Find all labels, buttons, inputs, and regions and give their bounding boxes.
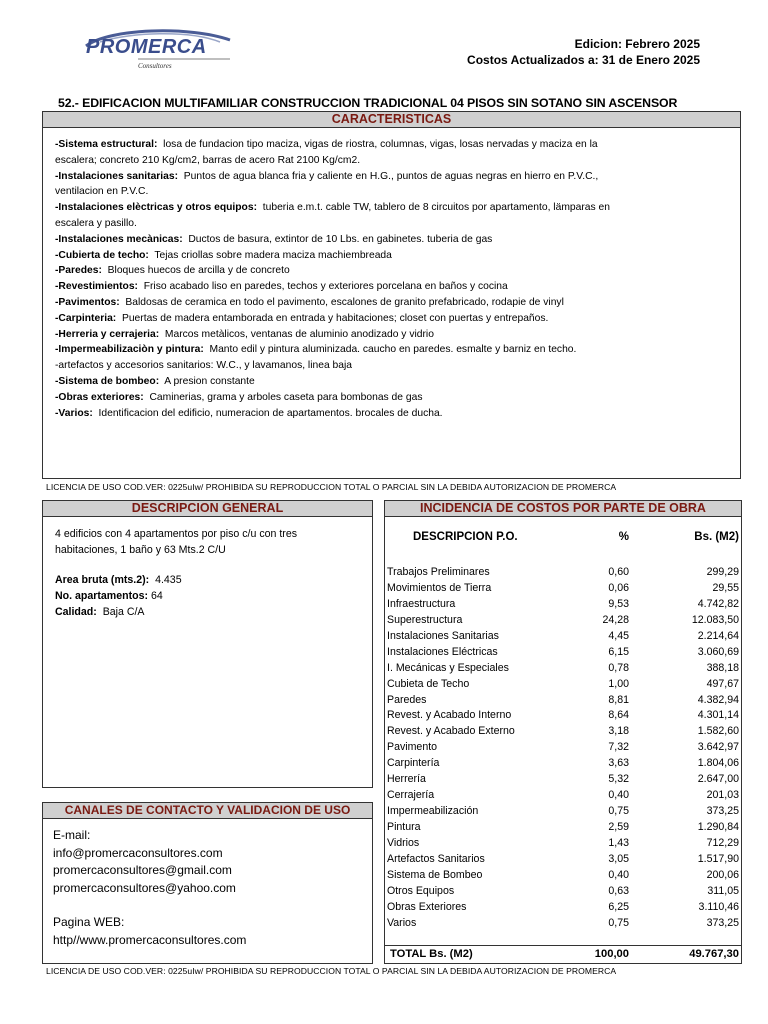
table-row	[385, 788, 741, 804]
table-row	[385, 740, 741, 756]
row-percent: 24,28	[602, 613, 629, 626]
cost-incidence-heading: INCIDENCIA DE COSTOS POR PARTE DE OBRA	[385, 501, 741, 517]
total-bs: 49.767,30	[689, 948, 739, 960]
row-percent: 1,43	[608, 836, 629, 849]
characteristic-text: tuberia e.m.t. cable TW, tablero de 8 circuitos por apartamento, lämparas en	[262, 202, 610, 214]
characteristic-line	[55, 153, 740, 169]
row-description: Trabajos Preliminares	[387, 566, 490, 578]
row-description: I. Mecánicas y Especiales	[387, 661, 509, 674]
row-description: Movimientos de Tierra	[387, 581, 492, 594]
page-title: 52.- EDIFICACION MULTIFAMILIAR CONSTRUCCION TRADICIONAL 04 PISOS SIN SOTANO SIN ASCENSOR	[58, 96, 678, 110]
total-percent: 100,00	[594, 948, 629, 960]
characteristic-line	[55, 358, 740, 374]
row-percent: 7,32	[608, 741, 629, 754]
characteristic-text: Identificacion del edificio, numeracion de apartamentos. brocales de ducha.	[98, 407, 443, 419]
row-description: Impermeabilización	[387, 805, 479, 818]
row-percent: 0,60	[608, 566, 629, 578]
characteristic-line	[55, 169, 740, 185]
table-row	[385, 613, 741, 629]
characteristic-text: Tejas criollas sobre madera maciza machiembreada	[154, 249, 392, 261]
characteristic-text: Ductos de basura, extintor de 10 Lbs. en gabinetes. tuberia de gas	[188, 233, 493, 245]
row-bs-value: 3.642,97	[697, 741, 739, 754]
row-bs-value: 1.517,90	[697, 852, 739, 865]
table-row	[385, 645, 741, 661]
characteristic-label: -Instalaciones elèctricas y otros equipos:	[55, 202, 258, 214]
logo-text: PROMERCA	[86, 36, 207, 58]
characteristic-label: -Obras exteriores:	[55, 391, 144, 403]
promerca-logo	[80, 26, 240, 74]
row-description: Obras Exteriores	[387, 900, 467, 913]
table-row	[385, 661, 741, 677]
characteristic-line	[55, 184, 740, 200]
row-percent: 0,06	[608, 581, 629, 594]
row-bs-value: 4.301,14	[697, 709, 739, 722]
quality	[55, 604, 372, 620]
row-percent: 0,78	[608, 661, 629, 674]
table-row	[385, 900, 741, 916]
characteristic-label: -Paredes:	[55, 265, 102, 277]
row-percent: 0,63	[608, 884, 629, 897]
row-bs-value: 200,06	[706, 868, 739, 881]
characteristic-label: -Instalaciones mecànicas:	[55, 233, 183, 245]
general-description-heading: DESCRIPCION GENERAL	[43, 501, 372, 517]
row-bs-value: 12.083,50	[691, 613, 739, 626]
characteristic-label: -Carpinteria:	[55, 312, 117, 324]
row-description: Vidrios	[387, 836, 420, 849]
row-bs-value: 388,18	[706, 661, 739, 674]
table-row	[385, 581, 741, 597]
table-row	[385, 916, 741, 932]
row-bs-value: 2.214,64	[697, 629, 739, 642]
characteristic-text: A presion constante	[164, 375, 255, 387]
characteristic-label: -Sistema de bombeo:	[55, 375, 160, 387]
table-row	[385, 868, 741, 884]
row-bs-value: 1.582,60	[697, 725, 739, 738]
row-description: Paredes	[387, 693, 427, 706]
characteristic-text: Marcos metàlicos, ventanas de aluminio anodizado y vidrio	[164, 328, 434, 340]
row-bs-value: 29,55	[712, 581, 739, 594]
row-percent: 8,81	[608, 693, 629, 706]
characteristic-line	[55, 232, 740, 248]
characteristic-line	[55, 295, 740, 311]
logo-subtitle: Consultores	[138, 62, 172, 70]
row-bs-value: 201,03	[706, 789, 739, 802]
table-row	[385, 756, 741, 772]
characteristic-text: Puntos de agua blanca fria y caliente en H.G., puntos de aguas negras en hierro en P.V.C.,	[183, 170, 599, 182]
quality-label: Calidad:	[55, 606, 97, 618]
characteristic-line	[55, 216, 740, 232]
apartments-label: No. apartamentos:	[55, 590, 149, 602]
email-link[interactable]: promercaconsultores@gmail.com	[53, 863, 232, 877]
row-bs-value: 712,29	[706, 836, 739, 849]
characteristic-line	[55, 279, 740, 295]
row-percent: 5,32	[608, 773, 629, 786]
total-row	[385, 945, 741, 963]
email-label: E-mail:	[53, 828, 91, 842]
row-bs-value: 373,25	[706, 916, 739, 929]
cost-table-body	[385, 565, 741, 932]
characteristic-label: -Impermeabilizaciòn y pintura:	[55, 344, 204, 356]
row-description: Sistema de Bombeo	[387, 868, 483, 881]
characteristic-label: -Instalaciones sanitarias:	[55, 170, 179, 182]
row-percent: 9,53	[608, 597, 629, 610]
row-bs-value: 4.382,94	[697, 693, 739, 706]
row-description: Varios	[387, 916, 417, 929]
characteristic-text: Bloques huecos de arcilla y de concreto	[107, 265, 290, 277]
characteristic-line	[55, 327, 740, 343]
row-description: Pintura	[387, 821, 421, 833]
table-row	[385, 708, 741, 724]
row-description: Otros Equipos	[387, 884, 455, 897]
costs-updated-date: Costos Actualizados a: 31 de Enero 2025	[467, 53, 700, 67]
row-bs-value: 1.804,06	[697, 757, 739, 770]
row-percent: 2,59	[608, 821, 629, 833]
license-notice-footer: LICENCIA DE USO COD.VER: 0225uIw/ PROHIBIDA SU REPRODUCCION TOTAL O PARCIAL SIN LA DEBIDA AUTORIZACION DE PROMERCA	[46, 966, 617, 976]
table-row	[385, 629, 741, 645]
characteristic-line	[55, 342, 740, 358]
row-percent: 0,75	[608, 916, 629, 929]
row-percent: 0,40	[608, 789, 629, 802]
table-row	[385, 597, 741, 613]
table-row	[385, 804, 741, 820]
row-percent: 4,45	[608, 629, 629, 642]
characteristic-line	[55, 311, 740, 327]
description-line: habitaciones, 1 baño y 63 Mts.2 C/U	[55, 544, 226, 556]
characteristic-line	[55, 137, 740, 153]
characteristic-label: -Herreria y cerrajeria:	[55, 328, 160, 340]
column-header-description: DESCRIPCION P.O.	[413, 531, 518, 543]
characteristic-text: escalera; concreto 210 Kg/cm2, barras de acero Rat 2100 Kg/cm2.	[55, 154, 361, 166]
characteristic-text: Friso acabado liso en paredes, techos y exteriores porcelana en baños y cocina	[143, 281, 508, 293]
table-header	[385, 531, 741, 547]
row-description: Artefactos Sanitarios	[387, 852, 485, 865]
table-row	[385, 565, 741, 581]
characteristic-line	[55, 263, 740, 279]
row-percent: 6,25	[608, 900, 629, 913]
table-row	[385, 820, 741, 836]
row-bs-value: 373,25	[706, 805, 739, 818]
characteristic-label: -Pavimentos:	[55, 296, 120, 308]
row-percent: 0,40	[608, 868, 629, 881]
row-bs-value: 3.110,46	[698, 900, 739, 913]
row-description: Superestructura	[387, 613, 463, 626]
contact-body	[43, 819, 372, 949]
license-notice: LICENCIA DE USO COD.VER: 0225uIw/ PROHIBIDA SU REPRODUCCION TOTAL O PARCIAL SIN LA DEBIDA AUTORIZACION DE PROMERCA	[46, 482, 617, 492]
total-label: TOTAL Bs. (M2)	[390, 948, 473, 960]
edition-info	[467, 36, 700, 68]
row-percent: 1,00	[608, 677, 629, 690]
row-description: Instalaciones Sanitarias	[387, 629, 499, 642]
column-header-percent: %	[618, 531, 629, 543]
characteristic-text: Puertas de madera entamborada en entrada y habitaciones; closet con puertas y entrepaños.	[121, 312, 549, 324]
characteristic-line	[55, 248, 740, 264]
table-row	[385, 693, 741, 709]
row-description: Cerrajería	[387, 789, 435, 802]
row-bs-value: 497,67	[706, 677, 739, 690]
characteristic-line	[55, 200, 740, 216]
characteristic-line	[55, 390, 740, 406]
table-row	[385, 852, 741, 868]
table-row	[385, 724, 741, 740]
table-row	[385, 772, 741, 788]
email-link[interactable]: promercaconsultores@yahoo.com	[53, 880, 236, 895]
row-percent: 8,64	[608, 709, 629, 722]
row-percent: 6,15	[608, 645, 629, 658]
characteristic-text: escalera y pasillo.	[55, 217, 137, 229]
row-percent: 3,63	[608, 757, 629, 770]
table-row	[385, 677, 741, 693]
contact-section	[42, 802, 373, 964]
characteristic-text: Caminerias, grama y arboles caseta para bombonas de gas	[149, 391, 423, 403]
characteristic-text: ventilacion en P.V.C.	[55, 186, 149, 198]
row-description: Pavimento	[387, 741, 438, 754]
gross-area-value: 4.435	[155, 574, 182, 586]
general-description-body	[43, 517, 372, 620]
row-percent: 0,75	[608, 805, 629, 818]
edition-date: Edicion: Febrero 2025	[574, 37, 700, 51]
table-row	[385, 836, 741, 852]
characteristics-section	[42, 111, 741, 479]
description-line: 4 edificios con 4 apartamentos por piso c/u con tres	[55, 528, 298, 540]
general-description-section	[42, 500, 373, 788]
cost-incidence-section	[384, 500, 742, 964]
characteristic-text: Manto edil y pintura aluminizada. caucho en paredes. esmalte y barniz en techo.	[209, 344, 577, 356]
characteristic-label: -Varios:	[55, 407, 93, 419]
row-description: Cubieta de Techo	[387, 677, 470, 690]
characteristic-text: Baldosas de ceramica en todo el pavimento, escalones de granito prefabricado, rodapie de vinyl	[125, 296, 564, 308]
quality-value: Baja C/A	[102, 606, 145, 618]
characteristic-text: -artefactos y accesorios sanitarios: W.C., y lavamanos, linea baja	[55, 360, 353, 372]
characteristic-line	[55, 374, 740, 390]
characteristic-label: -Revestimientos:	[55, 281, 138, 293]
gross-area-label: Area bruta (mts.2):	[55, 574, 150, 586]
web-label: Pagina WEB:	[53, 915, 125, 929]
table-row	[385, 884, 741, 900]
row-description: Revest. y Acabado Externo	[387, 725, 515, 738]
web-link[interactable]: http//www.promercaconsultores.com	[53, 932, 247, 947]
apartments-count	[55, 588, 372, 604]
row-bs-value: 4.742,82	[697, 597, 739, 610]
row-percent: 3,05	[608, 852, 629, 865]
row-description: Carpintería	[387, 757, 440, 770]
row-description: Instalaciones Eléctricas	[387, 645, 498, 658]
row-description: Revest. y Acabado Interno	[387, 709, 512, 722]
characteristics-heading: CARACTERISTICAS	[43, 112, 740, 128]
characteristics-list	[43, 128, 740, 421]
row-description: Herrería	[387, 773, 426, 786]
characteristic-text: losa de fundacion tipo maciza, vigas de riostra, columnas, vigas, losas nervadas y maciza en la	[163, 139, 598, 150]
row-bs-value: 311,05	[707, 884, 739, 897]
column-header-bs: Bs. (M2)	[694, 531, 739, 543]
email-link[interactable]: info@promercaconsultores.com	[53, 845, 223, 860]
contact-heading: CANALES DE CONTACTO Y VALIDACION DE USO	[43, 803, 372, 819]
characteristic-label: -Cubierta de techo:	[55, 249, 149, 261]
characteristic-label: -Sistema estructural:	[55, 139, 158, 150]
row-bs-value: 3.060,69	[697, 645, 739, 658]
row-bs-value: 2.647,00	[697, 773, 739, 786]
row-description: Infraestructura	[387, 597, 456, 610]
characteristic-line	[55, 406, 740, 422]
row-bs-value: 299,29	[706, 566, 739, 578]
gross-area	[55, 572, 372, 588]
apartments-value: 64	[150, 590, 163, 602]
row-bs-value: 1.290,84	[697, 821, 739, 833]
row-percent: 3,18	[608, 725, 629, 738]
